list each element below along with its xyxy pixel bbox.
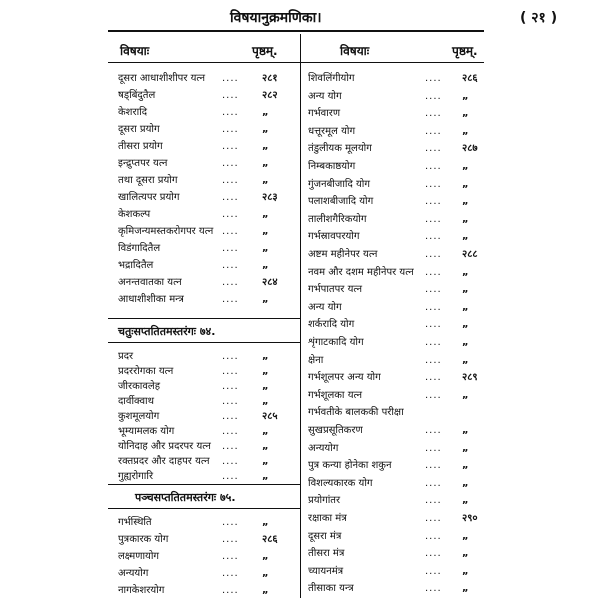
entry-title: पुत्रकारक योग: [118, 534, 169, 545]
index-entry: [308, 299, 492, 316]
index-entry: [118, 565, 292, 582]
entry-leader-dots: ....: [425, 583, 442, 595]
entry-title: च्यायनमंत्र: [308, 565, 344, 577]
section1-rule-bottom: [108, 342, 300, 343]
index-entry: [118, 155, 292, 172]
index-entry: [308, 422, 492, 439]
entry-page-number: „: [462, 495, 469, 507]
entry-leader-dots: ....: [222, 366, 239, 377]
entry-title: तीसाका यन्त्र: [308, 583, 354, 595]
index-entry: [118, 121, 292, 138]
entry-leader-dots: ....: [222, 226, 239, 237]
entry-title: गर्भवतीके बालककी परीक्षा: [308, 407, 404, 419]
index-entry: [308, 563, 492, 580]
entry-leader-dots: ....: [222, 175, 239, 186]
entry-title: दार्वीक्वाथ: [118, 396, 155, 407]
entry-leader-dots: ....: [222, 209, 239, 220]
entry-page-number: „: [462, 213, 469, 225]
entry-leader-dots: ....: [222, 294, 239, 305]
entry-leader-dots: ....: [425, 73, 442, 84]
index-entry: [118, 104, 292, 121]
index-entry: [118, 274, 292, 291]
entry-page-number: „: [462, 477, 469, 489]
entry-leader-dots: ....: [222, 471, 239, 482]
index-entry: [118, 223, 292, 240]
entry-leader-dots: ....: [425, 354, 442, 366]
index-entry: [308, 246, 492, 263]
index-entry: [308, 334, 492, 351]
index-entry: [308, 545, 492, 562]
entry-leader-dots: ....: [222, 277, 239, 288]
index-entry: [308, 316, 492, 333]
entry-leader-dots: ....: [222, 73, 239, 84]
entry-page-number: „: [462, 319, 469, 331]
index-entry: [308, 105, 492, 122]
entry-leader-dots: ....: [425, 319, 442, 331]
entry-leader-dots: ....: [222, 441, 239, 452]
entry-page-number: „: [262, 260, 269, 271]
entry-page-number: २८१: [262, 73, 278, 84]
entry-leader-dots: ....: [425, 266, 442, 278]
index-entry: [118, 70, 292, 87]
index-entry: [118, 582, 292, 599]
entry-title: लक्ष्मणायोग: [118, 551, 160, 562]
entry-page-number: „: [462, 337, 469, 348]
entry-leader-dots: ....: [425, 196, 442, 208]
entry-page-number: „: [462, 161, 469, 172]
entry-leader-dots: ....: [222, 192, 239, 203]
entry-page-number: „: [262, 396, 269, 407]
entry-page-number: २८६: [462, 73, 478, 84]
entry-page-number: „: [262, 351, 269, 362]
entry-leader-dots: ....: [222, 351, 239, 362]
entry-title: तंडुलीयक मूलयोग: [308, 143, 372, 155]
entry-title: इन्द्रुप्तपर यत्न: [118, 158, 168, 169]
entry-page-number: „: [462, 231, 469, 243]
entry-leader-dots: ....: [222, 568, 239, 579]
index-entry: [308, 352, 492, 369]
index-entry: [308, 176, 492, 193]
index-entry: [308, 281, 492, 298]
section2-rule-bottom: [108, 508, 300, 509]
index-entry: [308, 228, 492, 245]
entry-page-number: २८२: [262, 90, 278, 101]
section1-rule-top: [108, 318, 300, 319]
entry-page-number: „: [262, 381, 269, 392]
entry-page-number: „: [262, 124, 269, 135]
entry-title: दूसरा आधाशीशीपर यत्न: [118, 73, 206, 84]
entry-leader-dots: ....: [425, 301, 442, 313]
entry-title: केशरादि: [118, 107, 148, 118]
entry-page-number: „: [262, 243, 269, 254]
entry-leader-dots: ....: [425, 495, 442, 507]
entry-leader-dots: ....: [222, 585, 239, 596]
entry-leader-dots: ....: [425, 249, 442, 260]
entry-title: भूम्यामलक योग: [118, 426, 175, 437]
entry-leader-dots: ....: [425, 125, 442, 137]
entry-leader-dots: ....: [425, 284, 442, 296]
section-heading-75: पञ्चसप्ततितमस्तरंगः ७५.: [135, 491, 236, 504]
entry-leader-dots: ....: [425, 108, 442, 120]
entry-title: तीसरा प्रयोग: [118, 141, 163, 152]
index-entry: [308, 88, 492, 105]
index-entry: [118, 257, 292, 274]
index-entry: [308, 158, 492, 175]
entry-leader-dots: ....: [222, 456, 239, 467]
index-entry: [308, 140, 492, 157]
entry-title: गुह्यरोगारि: [118, 471, 154, 482]
entry-page-number: २८६: [262, 534, 278, 545]
entry-page-number: „: [262, 209, 269, 220]
entry-leader-dots: ....: [222, 243, 239, 254]
entry-title: षड्बिंदुतैल: [118, 90, 156, 101]
entry-page-number: „: [262, 294, 269, 305]
entry-title: तथा दूसरा प्रयोग: [118, 175, 178, 186]
entry-title: प्रदररोगका यत्न: [118, 366, 174, 377]
entry-page-number: २९०: [462, 513, 478, 524]
entry-title: योनिदाह और प्रदरपर यत्न: [118, 441, 211, 452]
entry-title: अनन्तवातका यत्न: [118, 277, 182, 288]
index-entry: [118, 206, 292, 223]
entry-title: क्षेना: [308, 354, 324, 366]
entry-title: निम्बकाष्ठयोग: [308, 161, 356, 172]
index-entry: [118, 172, 292, 189]
entry-page-number: „: [462, 178, 469, 190]
entry-title: अन्य योग: [308, 90, 342, 102]
entry-leader-dots: ....: [222, 141, 239, 152]
entry-title: नागकेशरयोग: [118, 585, 165, 596]
entry-title: शर्करादि योग: [308, 319, 355, 331]
entry-page-number: „: [262, 471, 269, 482]
entry-page-number: „: [262, 366, 269, 377]
index-entry: [308, 404, 492, 421]
right-subject-heading: विषयाः: [340, 44, 370, 58]
entry-leader-dots: ....: [222, 124, 239, 135]
entry-title: प्रयोगांतर: [308, 495, 341, 507]
index-entry: [308, 264, 492, 281]
entry-leader-dots: ....: [222, 396, 239, 407]
entry-page-number: „: [462, 284, 469, 296]
index-entry: [308, 528, 492, 545]
entry-title: आधाशीशीका मन्त्र: [118, 294, 184, 305]
entry-title: अन्य योग: [308, 301, 342, 313]
entry-title: जीरकावलेह: [118, 381, 161, 392]
entry-title: गर्भपातपर यत्न: [308, 284, 362, 296]
entry-title: शिवलिंगीयोग: [308, 73, 355, 84]
entry-title: तीसरा मंत्र: [308, 548, 345, 560]
entry-page-number: „: [262, 175, 269, 186]
index-entry: [118, 531, 292, 548]
entry-leader-dots: ....: [425, 477, 442, 489]
entry-title: विशल्यकारक योग: [308, 477, 373, 489]
index-entry: [308, 510, 492, 527]
page-number: ( २१ ): [520, 10, 558, 26]
entry-title: अन्ययोग: [118, 568, 149, 579]
entry-page-number: „: [262, 107, 269, 118]
index-entry: [308, 492, 492, 509]
entry-title: केशकल्प: [118, 209, 151, 220]
entry-page-number: „: [462, 460, 469, 472]
index-entry: [118, 468, 292, 485]
entry-leader-dots: ....: [425, 178, 442, 190]
entry-title: दूसरा मंत्र: [308, 530, 342, 542]
entry-page-number: „: [462, 125, 469, 137]
right-heading-rule: [301, 62, 484, 63]
entry-leader-dots: ....: [425, 143, 442, 155]
index-entry: [308, 70, 492, 87]
entry-leader-dots: ....: [222, 551, 239, 562]
entry-title: सुखप्रसूतिकरण: [308, 425, 363, 436]
right-page-heading: पृष्ठम्.: [452, 44, 478, 58]
entry-leader-dots: ....: [222, 158, 239, 169]
entry-page-number: „: [462, 442, 469, 454]
entry-page-number: „: [262, 585, 269, 596]
entry-page-number: „: [262, 441, 269, 452]
entry-leader-dots: ....: [425, 161, 442, 172]
index-entry: [308, 580, 492, 597]
entry-page-number: „: [462, 389, 469, 401]
index-entry: [118, 291, 292, 308]
entry-page-number: २८९: [462, 372, 478, 384]
entry-page-number: „: [262, 517, 269, 528]
index-entry: [118, 548, 292, 565]
entry-page-number: „: [462, 266, 469, 278]
page-title: विषयानुक्रमणिका।: [230, 10, 322, 26]
entry-title: गर्भशूलपर अन्य योग: [308, 372, 381, 384]
section2-rule-top: [108, 484, 300, 485]
entry-leader-dots: ....: [425, 565, 442, 577]
entry-leader-dots: ....: [425, 513, 442, 524]
entry-title: रक्तप्रदर और दाहपर यत्न: [118, 456, 210, 467]
index-entry: [308, 123, 492, 140]
entry-title: नवम और दशम महीनेपर यत्न: [308, 266, 414, 278]
index-entry: [118, 514, 292, 531]
entry-leader-dots: ....: [425, 425, 442, 436]
entry-title: धत्तूरमूल योग: [308, 125, 356, 137]
index-entry: [118, 87, 292, 104]
index-entry: [308, 440, 492, 457]
entry-leader-dots: ....: [425, 460, 442, 472]
entry-leader-dots: ....: [425, 337, 442, 348]
entry-page-number: „: [262, 568, 269, 579]
index-entry: [118, 138, 292, 155]
entry-title: कुशमूलयोग: [118, 411, 160, 422]
left-heading-rule: [108, 62, 300, 63]
index-entry: [308, 369, 492, 386]
entry-title: पलाशबीजादि योग: [308, 196, 374, 208]
entry-title: अन्ययोग: [308, 442, 339, 454]
entry-leader-dots: ....: [425, 231, 442, 243]
index-entry: [308, 193, 492, 210]
entry-title: गर्भस्थिति: [118, 517, 152, 528]
entry-leader-dots: ....: [425, 372, 442, 384]
entry-page-number: „: [462, 530, 469, 542]
entry-page-number: „: [462, 354, 469, 366]
entry-title: भद्रादितैल: [118, 260, 154, 271]
entry-page-number: „: [262, 456, 269, 467]
entry-leader-dots: ....: [425, 530, 442, 542]
entry-leader-dots: ....: [222, 517, 239, 528]
entry-title: शृंगाटकादि योग: [308, 337, 364, 348]
index-entry: [118, 189, 292, 206]
entry-leader-dots: ....: [222, 426, 239, 437]
entry-page-number: „: [462, 425, 469, 436]
entry-page-number: २८८: [462, 249, 478, 260]
entry-title: खालित्यपर प्रयोग: [118, 192, 180, 203]
entry-title: अष्टम महीनेपर यत्न: [308, 249, 378, 260]
index-entry: [308, 475, 492, 492]
left-subject-heading: विषयाः: [120, 44, 150, 58]
entry-page-number: „: [262, 158, 269, 169]
entry-leader-dots: ....: [222, 107, 239, 118]
entry-title: कृमिजन्यमस्तकरोगपर यत्न: [118, 226, 214, 237]
entry-page-number: „: [462, 108, 469, 120]
left-page-heading: पृष्ठम्.: [252, 44, 278, 58]
entry-page-number: „: [262, 551, 269, 562]
entry-leader-dots: ....: [425, 90, 442, 102]
entry-title: गर्भस्रावपरयोग: [308, 231, 360, 243]
entry-title: रक्षाका मंत्र: [308, 513, 347, 524]
entry-title: गुंजनबीजादि योग: [308, 178, 371, 190]
index-entry: [308, 387, 492, 404]
entry-page-number: „: [462, 90, 469, 102]
index-entry: [118, 240, 292, 257]
index-entry: [308, 211, 492, 228]
entry-page-number: „: [462, 583, 469, 595]
entry-title: पुत्र कन्या होनेका शकुन: [308, 460, 392, 472]
entry-page-number: „: [262, 141, 269, 152]
entry-leader-dots: ....: [222, 90, 239, 101]
entry-title: प्रदर: [118, 351, 134, 362]
entry-page-number: २८४: [262, 277, 278, 288]
entry-leader-dots: ....: [222, 260, 239, 271]
column-divider: [300, 34, 301, 598]
header-rule: [108, 30, 484, 32]
section-heading-74: चतुःसप्ततितमस्तरंगः ७४.: [118, 325, 216, 338]
entry-title: तालीशगैरिकयोग: [308, 213, 367, 225]
entry-page-number: „: [462, 196, 469, 208]
entry-leader-dots: ....: [222, 534, 239, 545]
entry-leader-dots: ....: [425, 213, 442, 225]
entry-leader-dots: ....: [222, 411, 239, 422]
entry-leader-dots: ....: [425, 442, 442, 454]
entry-page-number: „: [462, 301, 469, 313]
index-entry: [308, 457, 492, 474]
entry-title: गर्भवारण: [308, 108, 341, 120]
entry-title: विडंगादितैल: [118, 243, 161, 254]
entry-page-number: „: [262, 226, 269, 237]
entry-leader-dots: ....: [425, 548, 442, 560]
entry-leader-dots: ....: [425, 389, 442, 401]
entry-page-number: २८७: [462, 143, 478, 155]
entry-title: गर्भशूलका यत्न: [308, 389, 363, 401]
entry-page-number: „: [462, 548, 469, 560]
entry-title: दूसरा प्रयोग: [118, 124, 160, 135]
entry-page-number: „: [462, 565, 469, 577]
entry-page-number: २८५: [262, 411, 278, 422]
entry-page-number: २८३: [262, 192, 278, 203]
entry-leader-dots: ....: [222, 381, 239, 392]
entry-page-number: „: [262, 426, 269, 437]
